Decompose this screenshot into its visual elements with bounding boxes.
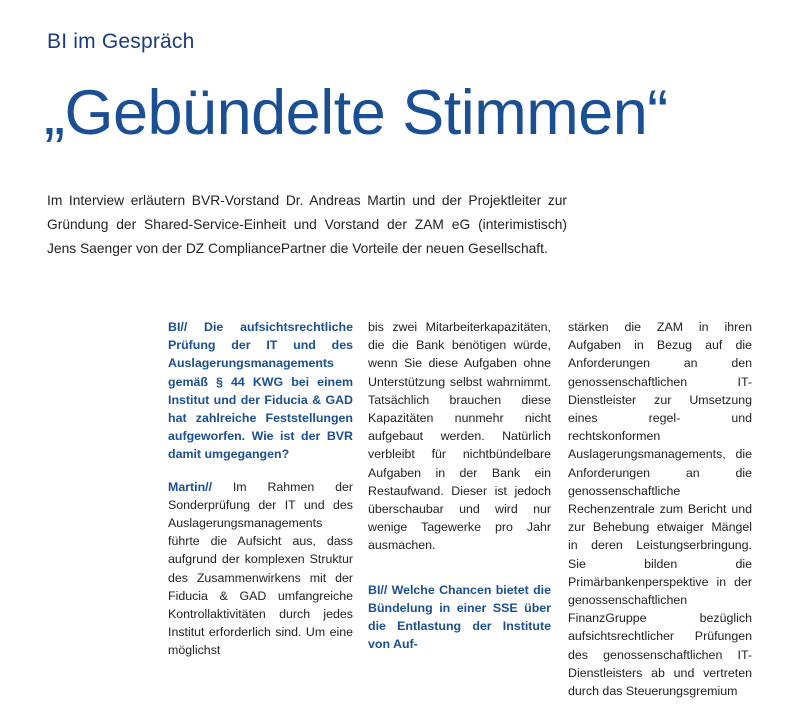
text-column-3 (568, 318, 752, 714)
interview-question: BI// Die aufsichtsrechtliche Prüfung der IT und des Auslagerungsmanagements gemäß § 44 KWG bei einem Institut und der Fiducia & GAD hat zahlreiche Feststellungen aufgeworfen. Wie ist der BVR damit umgegangen? (168, 320, 353, 462)
text-column-2 (368, 318, 551, 667)
lead-paragraph (47, 189, 567, 261)
lead-text: Im Interview erläutern BVR-Vorstand Dr. Andreas Martin und der Projektleiter zur Gründung der Shared-Service-Einheit und Vorstand der ZAM eG (interimistisch) Jens Saenger von der DZ CompliancePartner die Vorteile der neuen Gesellschaft. (47, 193, 567, 256)
section-kicker: BI im Gespräch (47, 30, 195, 53)
interview-answer (168, 478, 353, 660)
page-headline: „Gebündelte Stimmen“ (44, 78, 668, 148)
body-paragraph: bis zwei Mitarbeiterkapazitäten, die die Bank benötigen würde, wenn Sie diese Aufgaben ohne Unterstützung selbst wahrnimmt. Tatsächlich brauchen diese Kapazitäten nunmehr nicht aufgebaut werden. Natürlich verbleibt für nichtbündelbare Aufgaben in der Bank ein Restaufwand. Dieser ist jedoch überschaubar und wird nur wenige Tagewerke pro Jahr ausmachen. (368, 320, 551, 553)
answer-text: Im Rahmen der Sonderprüfung der IT und des Auslagerungsmanagements führte die Aufsicht aus, dass aufgrund der komplexen Struktur des Zusammenwirkens mit der Fiducia & GAD umfangreiche Kontrollaktivitäten durch jedes Institut erforderlich sind. Um eine möglichst (168, 479, 353, 658)
body-paragraph: stärken die ZAM in ihren Aufgaben in Bezug auf die Anforderungen an den genossenschaftlichen IT-Dienstleister zur Umsetzung eines regel- und rechtskonformen Auslagerungsmanagements, die Anforderungen an die genossenschaftliche Rechenzentrale zum Bericht und zur Behebung etwaiger Mängel in deren Leistungserbringung. Sie bilden die Primärbankenperspektive in der genossenschaftlichen FinanzGruppe bezüglich aufsichtsrechtlicher Prüfungen des genossenschaftlichen IT-Dienstleisters ab und vertreten durch das Steuerungsgremium (568, 320, 752, 699)
answer-speaker: Martin// (168, 479, 213, 494)
text-column-1 (168, 318, 353, 674)
interview-question: BI// Welche Chancen bietet die Bündelung in einer SSE über die Entlastung der Institute von Auf- (368, 582, 551, 652)
